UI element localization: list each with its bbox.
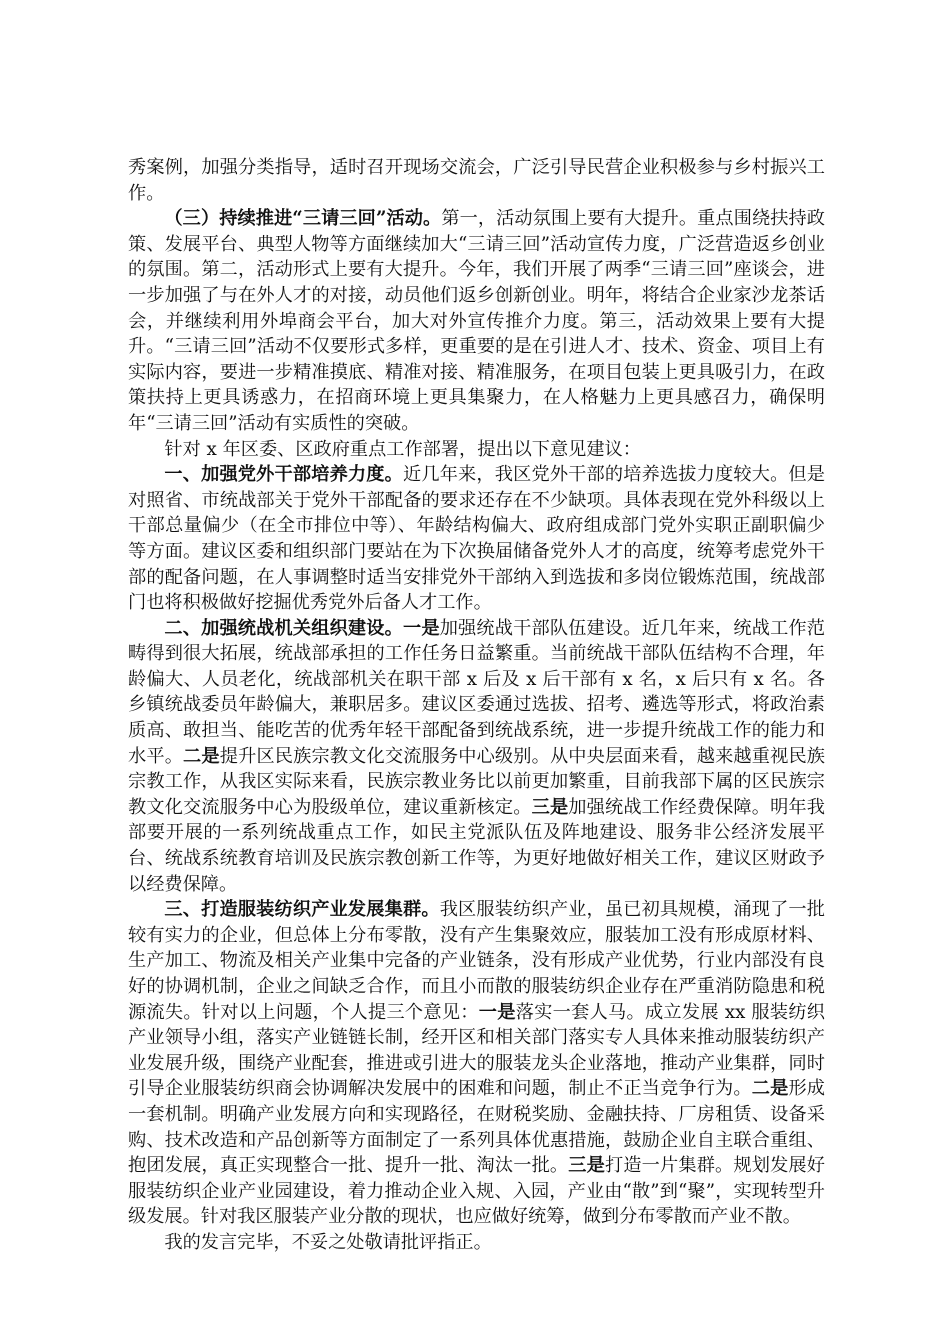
- bold-text-run: 二是: [751, 1078, 789, 1100]
- text-run: 打造一片集群。规划发展好服装纺织企业产业园建设，着力推动企业入规、入园，产业由“散”到“聚”，实现转型升级发展。针对我区服装产业分散的现状，也应做好统筹，做到分布零散而产业不散。: [128, 1155, 825, 1228]
- bold-text-run: 三、打造服装纺织产业发展集群。: [164, 899, 440, 921]
- bold-text-run: 一是: [478, 1001, 516, 1023]
- bold-text-run: 二是: [183, 745, 220, 767]
- text-run: 我区服装纺织产业，虽已初具规模，涌现了一批较有实力的企业，但总体上分布零散，没有产生集聚效应，服装加工没有形成原材料、生产加工、物流及相关产业集中完备的产业链条，没有形成产业优势，行业内部没有良好的协调机制，企业之间缺乏合作，而且小而散的服装纺织企业存在严重消防隐患和税源流失。针对以上问题，个人提三个意见：: [128, 899, 825, 1023]
- text-run: 近几年来，我区党外干部的培养选拔力度较大。但是对照省、市统战部关于党外干部配备的要求还存在不少缺项。具体表现在党外科级以上干部总量偏少（在全市排位中等）、年龄结构偏大、政府组成部门党外实职正副职偏少等方面。建议区委和组织部门要站在为下次换届储备党外人才的高度，统筹考虑党外干部的配备问题，在人事调整时适当安排党外干部纳入到选拔和多岗位锻炼范围，统战部门也将积极做好挖掘优秀党外后备人才工作。: [128, 464, 825, 614]
- paragraph: [128, 206, 825, 436]
- bold-text-run: 三是: [531, 796, 569, 818]
- bold-text-run: 一、加强党外干部培养力度。: [164, 464, 403, 486]
- text-run: 加强统战干部队伍建设。近几年来，统战工作范畴得到很大拓展，统战部承担的工作任务日益繁重。当前统战干部队伍结构不合理，年龄偏大、人员老化，统战部机关在职干部 x 后及 x 后干部有 x 名，x 后只有 x 名。各乡镇统战委员年龄偏大，兼职居多。建议区委通过选拔、招考、遴选等形式，将政治素质高、敢担当、能吃苦的优秀年轻干部配备到统战系统，进一步提升统战工作的能力和水平。: [128, 617, 825, 767]
- document-page: [128, 155, 825, 1256]
- paragraph: [128, 462, 825, 616]
- text-run: 秀案例，加强分类指导，适时召开现场交流会，广泛引导民营企业积极参与乡村振兴工作。: [128, 157, 825, 204]
- paragraph: [128, 897, 825, 1230]
- bold-text-run: 三是: [568, 1155, 605, 1177]
- text-run: 针对 x 年区委、区政府重点工作部署，提出以下意见建议：: [164, 438, 641, 460]
- text-run: 提升区民族宗教文化交流服务中心级别。从中央层面来看，越来越重视民族宗教工作，从我区实际来看，民族宗教业务比以前更加繁重，目前我部下属的区民族宗教文化交流服务中心为股级单位，建议重新核定。: [128, 745, 825, 818]
- paragraph: [128, 155, 825, 206]
- bold-text-run: （三）持续推进“三请三回”活动。: [164, 208, 442, 230]
- text-run: 我的发言完毕，不妥之处敬请批评指正。: [164, 1231, 492, 1253]
- text-run: 加强统战工作经费保障。明年我部要开展的一系列统战重点工作，如民主党派队伍及阵地建设、服务非公经济发展平台、统战系统教育培训及民族宗教创新工作等，为更好地做好相关工作，建议区财政予以经费保障。: [128, 796, 825, 895]
- paragraph: [128, 616, 825, 898]
- paragraph: [128, 437, 825, 463]
- text-run: 落实一套人马。成立发展 xx 服装纺织产业领导小组，落实产业链链长制，经开区和相关部门落实专人具体来推动服装纺织产业发展升级，围绕产业配套，推进或引进大的服装龙头企业落地，推动产业集群，同时引导企业服装纺织商会协调解决发展中的困难和问题，制止不正当竞争行为。: [128, 1001, 825, 1100]
- bold-text-run: 二、加强统战机关组织建设。一是: [164, 617, 440, 639]
- text-run: 第一，活动氛围上要有大提升。重点围绕扶持政策、发展平台、典型人物等方面继续加大“三请三回”活动宣传力度，广泛营造返乡创业的氛围。第二，活动形式上要有大提升。今年，我们开展了两季“三请三回”座谈会，进一步加强了与在外人才的对接，动员他们返乡创新创业。明年，将结合企业家沙龙茶话会，并继续利用外埠商会平台，加大对外宣传推介力度。第三，活动效果上要有大提升。“三请三回”活动不仅要形式多样，更重要的是在引进人才、技术、资金、项目上有实际内容，要进一步精准摸底、精准对接、精准服务，在项目包装上更具吸引力，在政策扶持上更具诱惑力，在招商环境上更具集聚力，在人格魅力上更具感召力，确保明年“三请三回”活动有实质性的突破。: [128, 208, 825, 434]
- paragraph: [128, 1230, 825, 1256]
- text-run: 形成一套机制。明确产业发展方向和实现路径，在财税奖励、金融扶持、厂房租赁、设备采购、技术改造和产品创新等方面制定了一系列具体优惠措施，鼓励企业自主联合重组、抱团发展，真正实现整合一批、提升一批、淘汰一批。: [128, 1078, 825, 1177]
